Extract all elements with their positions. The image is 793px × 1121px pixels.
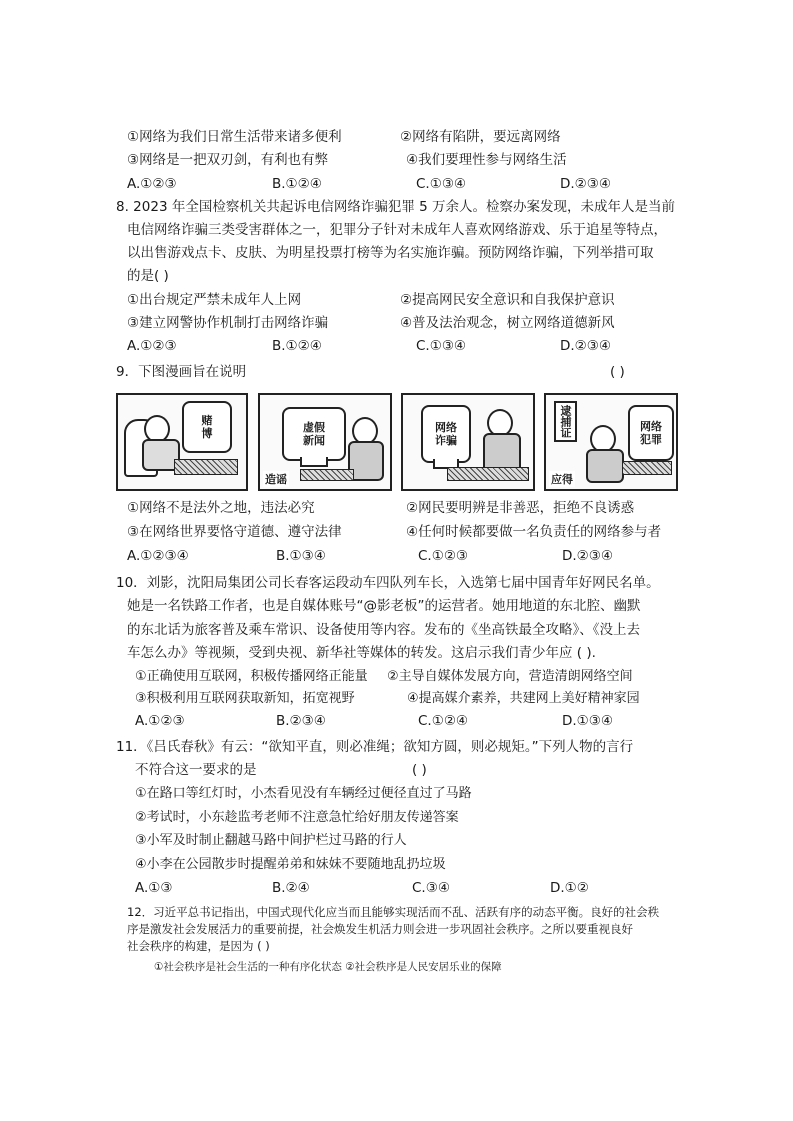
q11-choice-d: D.①② bbox=[550, 880, 589, 896]
fake-news-monitor bbox=[282, 407, 346, 461]
keyboard-icon bbox=[622, 461, 672, 475]
comic-panel-gambling bbox=[116, 393, 248, 491]
q9-choice-c: C.①②③ bbox=[418, 548, 469, 564]
q11-option-3: ③小军及时制止翻越马路中间护栏过马路的行人 bbox=[135, 833, 407, 848]
q8-stem-line-1: 8. 2023 年全国检察机关共起诉电信网络诈骗犯罪 5 万余人。检察办案发现，未成年人是当前 bbox=[116, 199, 675, 215]
q10-choice-b: B.②③④ bbox=[276, 713, 326, 729]
q9-answer-paren: ( ) bbox=[610, 364, 625, 380]
cybercrime-monitor bbox=[628, 405, 674, 461]
fake-news-text: 虚假新闻 bbox=[303, 421, 325, 447]
q9-option-1: ①网络不是法外之地，违法必究 bbox=[127, 500, 315, 516]
fraud-text: 网络诈骗 bbox=[435, 421, 457, 447]
q7-choice-b: B.①②④ bbox=[272, 176, 322, 192]
q10-stem-line-4: 车怎么办》等视频，受到央视、新华社等媒体的转发。这启示我们青少年应 ( ). bbox=[127, 645, 596, 661]
q12-options-1-2: ①社会秩序是社会生活的一种有序化状态 ②社会秩序是人民安居乐业的保障 bbox=[154, 961, 502, 973]
q11-stem-line-1: 11．《吕氏春秋》有云：“欲知平直，则必准绳；欲知方圆，则必规矩。”下列人物的言行 bbox=[116, 739, 634, 755]
q7-choice-d: D.②③④ bbox=[560, 176, 611, 192]
fraud-monitor bbox=[421, 405, 471, 463]
q8-choice-b: B.①②④ bbox=[272, 338, 322, 354]
q9-option-4: ④任何时候都要做一名负责任的网络参与者 bbox=[406, 524, 662, 540]
q10-option-2: ②主导自媒体发展方向，营造清朗网络空间 bbox=[387, 669, 633, 684]
q8-choice-a: A.①②③ bbox=[127, 338, 177, 354]
q9-stem: 9．下图漫画旨在说明 bbox=[116, 364, 247, 380]
rumor-caption: 造谣 bbox=[265, 473, 287, 486]
gambling-bubble bbox=[182, 401, 232, 453]
q9-choice-a: A.①②③④ bbox=[127, 548, 189, 564]
q11-choice-a: A.①③ bbox=[135, 880, 173, 896]
q11-option-4: ④小李在公园散步时提醒弟弟和妹妹不要随地乱扔垃圾 bbox=[135, 857, 446, 872]
monitor-stand-icon bbox=[300, 457, 328, 467]
q7-option-3: ③网络是一把双刃剑，有利也有弊 bbox=[127, 152, 329, 168]
q8-option-4: ④普及法治观念，树立网络道德新风 bbox=[400, 315, 615, 331]
q7-option-4: ④我们要理性参与网络生活 bbox=[406, 152, 567, 168]
q10-option-1: ①正确使用互联网，积极传播网络正能量 bbox=[135, 669, 368, 684]
q10-choice-c: C.①②④ bbox=[418, 713, 469, 729]
person-body-icon bbox=[586, 449, 624, 483]
q12-stem-line-1: 12．习近平总书记指出，中国式现代化应当而且能够实现活而不乱、活跃有序的动态平衡。良好的社会秩 bbox=[127, 905, 660, 919]
q8-stem-line-2: 电信网络诈骗三类受害群体之一，犯罪分子针对未成年人喜欢网络游戏、乐于追星等特点， bbox=[127, 222, 667, 238]
q8-choice-c: C.①③④ bbox=[416, 338, 467, 354]
q8-choice-d: D.②③④ bbox=[560, 338, 611, 354]
q10-choice-a: A.①②③ bbox=[135, 713, 185, 729]
q12-stem-line-2: 序是激发社会发展活力的重要前提，社会焕发生机活力则会进一步巩固社会秩序。之所以要重视良好 bbox=[127, 922, 633, 936]
desk-icon bbox=[447, 467, 529, 481]
q8-option-3: ③建立网警协作机制打击网络诈骗 bbox=[127, 315, 329, 331]
gambling-bubble-text: 赌博 bbox=[201, 414, 213, 440]
comic-panel-fraud bbox=[401, 393, 535, 491]
q11-option-1: ①在路口等红灯时，小杰看见没有车辆经过便径直过了马路 bbox=[135, 786, 472, 801]
q11-stem-line-2: 不符合这一要求的是 bbox=[135, 762, 257, 778]
q11-choice-c: C.③④ bbox=[412, 880, 450, 896]
q8-option-1: ①出台规定严禁未成年人上网 bbox=[127, 292, 302, 308]
q8-stem-line-3: 以出售游戏点卡、皮肤、为明星投票打榜等为名实施诈骗。预防网络诈骗，下列举措可取 bbox=[127, 245, 654, 261]
desk-keyboard-icon bbox=[174, 459, 238, 475]
q9-choice-b: B.①③④ bbox=[276, 548, 326, 564]
q8-stem-line-4: 的是( ) bbox=[127, 268, 169, 284]
q11-choice-b: B.②④ bbox=[272, 880, 310, 896]
q9-choice-d: D.②③④ bbox=[562, 548, 613, 564]
q7-option-2: ②网络有陷阱，要远离网络 bbox=[400, 129, 561, 145]
q10-option-3: ③积极利用互联网获取新知，拓宽视野 bbox=[135, 691, 355, 706]
keyboard-icon bbox=[300, 469, 354, 481]
q11-answer-paren: ( ) bbox=[412, 762, 427, 778]
q10-choice-d: D.①③④ bbox=[562, 713, 613, 729]
q9-option-3: ③在网络世界要恪守道德、遵守法律 bbox=[127, 524, 342, 540]
q11-option-2: ②考试时，小东趁监考老师不注意急忙给好朋友传递答案 bbox=[135, 810, 459, 825]
comic-panel-rumor bbox=[258, 393, 392, 491]
q8-option-2: ②提高网民安全意识和自我保护意识 bbox=[400, 292, 615, 308]
q7-option-1: ①网络为我们日常生活带来诸多便利 bbox=[127, 129, 342, 145]
deserved-caption: 应得 bbox=[551, 473, 573, 486]
q12-stem-line-3: 社会秩序的构建，是因为 ( ) bbox=[127, 939, 270, 953]
comic-panel-arrest bbox=[544, 393, 678, 491]
q10-option-4: ④提高媒介素养，共建网上美好精神家园 bbox=[407, 691, 640, 706]
q10-stem-line-1: 10．刘影，沈阳局集团公司长春客运段动车四队列车长，入选第七届中国青年好网民名单。 bbox=[116, 575, 660, 591]
cybercrime-text: 网络犯罪 bbox=[640, 420, 662, 446]
q7-choice-a: A.①②③ bbox=[127, 176, 177, 192]
arrest-warrant-sign: 逮捕证 bbox=[554, 401, 577, 442]
q10-stem-line-3: 的东北话为旅客普及乘车常识、设备使用等内容。发布的《坐高铁最全攻略》、《没上去 bbox=[127, 622, 640, 638]
q7-choice-c: C.①③④ bbox=[416, 176, 467, 192]
q9-option-2: ②网民要明辨是非善恶，拒绝不良诱惑 bbox=[406, 500, 635, 516]
q10-stem-line-2: 她是一名铁路工作者，也是自媒体账号“@影老板”的运营者。她用地道的东北腔、幽默 bbox=[127, 598, 641, 614]
